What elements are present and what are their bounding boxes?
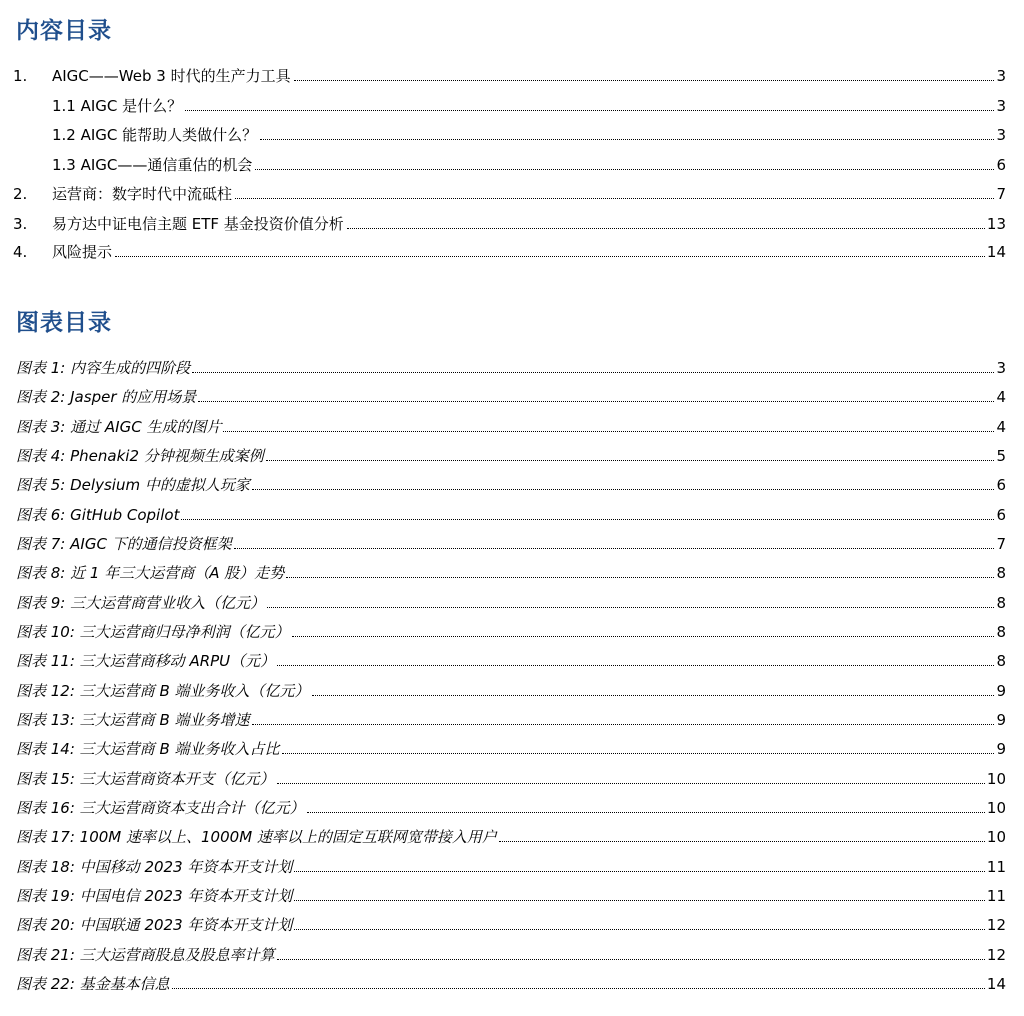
dot-leader [277, 665, 994, 666]
figure-entry[interactable] [0, 767, 1024, 791]
figure-entry-label[interactable]: 图表 11: 三大运营商移动 ARPU（元） [16, 652, 276, 670]
figure-entry-line [16, 387, 1006, 407]
figure-entry-page[interactable]: 10 [986, 828, 1006, 846]
dot-leader [267, 607, 994, 608]
dot-leader [499, 841, 985, 842]
dot-leader [192, 372, 994, 373]
toc-entry-page[interactable]: 3 [996, 126, 1006, 144]
dot-leader [198, 401, 994, 402]
figure-entry-line [16, 739, 1006, 759]
figure-entry[interactable] [0, 884, 1024, 908]
figure-entry-line [16, 857, 1006, 877]
figure-entry-line [16, 622, 1006, 642]
figure-entry[interactable] [0, 796, 1024, 820]
figure-entry-page[interactable]: 6 [996, 476, 1006, 494]
figure-entry-page[interactable]: 12 [986, 916, 1006, 934]
figure-entry[interactable] [0, 473, 1024, 497]
figure-entry[interactable] [0, 591, 1024, 615]
figure-entry-line [16, 651, 1006, 671]
dot-leader [294, 80, 995, 81]
dot-leader [277, 959, 985, 960]
dot-leader [294, 871, 985, 872]
figure-entry[interactable] [0, 532, 1024, 556]
figure-entry-page[interactable]: 12 [986, 946, 1006, 964]
figure-entry-label[interactable]: 图表 20: 中国联通 2023 年资本开支计划 [16, 916, 293, 934]
figure-entry-page[interactable]: 6 [996, 506, 1006, 524]
toc-entry-number: 3. [13, 215, 28, 233]
toc-entry-label[interactable]: 1.3 AIGC——通信重估的机会 [52, 156, 253, 174]
figure-entry-label[interactable]: 图表 1: 内容生成的四阶段 [16, 359, 191, 377]
figure-entry-page[interactable]: 7 [996, 535, 1006, 553]
figure-entry-page[interactable]: 8 [996, 652, 1006, 670]
figure-entry-page[interactable]: 8 [996, 623, 1006, 641]
figure-entry[interactable] [0, 913, 1024, 937]
toc-entry-line [52, 66, 1006, 86]
figure-entry-line [16, 710, 1006, 730]
figure-entry-label[interactable]: 图表 19: 中国电信 2023 年资本开支计划 [16, 887, 293, 905]
figure-entry[interactable] [0, 620, 1024, 644]
dot-leader [235, 198, 994, 199]
toc-entry-page[interactable]: 14 [986, 243, 1006, 261]
figure-entry[interactable] [0, 972, 1024, 996]
figure-entry-line [16, 974, 1006, 994]
dot-leader [277, 783, 985, 784]
dot-leader [181, 519, 994, 520]
figure-entry-line [16, 798, 1006, 818]
dot-leader [185, 110, 994, 111]
figure-entry-page[interactable]: 3 [996, 359, 1006, 377]
figures-title: 图表目录 [16, 309, 112, 336]
toc-entry[interactable] [0, 182, 1024, 206]
figure-entry-page[interactable]: 10 [986, 799, 1006, 817]
figure-entry-line [16, 681, 1006, 701]
dot-leader [307, 812, 985, 813]
figure-entry-page[interactable]: 8 [996, 594, 1006, 612]
dot-leader [294, 900, 985, 901]
figure-entry-page[interactable]: 11 [986, 887, 1006, 905]
toc-entry-label[interactable]: 风险提示 [52, 243, 113, 261]
figure-entry-page[interactable]: 5 [996, 447, 1006, 465]
toc-entry-number: 1. [13, 67, 28, 85]
figure-entry-label[interactable]: 图表 22: 基金基本信息 [16, 975, 170, 993]
dot-leader [312, 695, 995, 696]
figure-entry[interactable] [0, 943, 1024, 967]
toc-entry[interactable] [0, 64, 1024, 88]
toc-entry-label[interactable]: 易方达中证电信主题 ETF 基金投资价值分析 [52, 215, 344, 233]
dot-leader [115, 256, 985, 257]
figure-entry-label[interactable]: 图表 6: GitHub Copilot [16, 506, 180, 524]
dot-leader [260, 139, 994, 140]
figure-entry-label[interactable]: 图表 13: 三大运营商 B 端业务增速 [16, 711, 250, 729]
toc-entry-line [52, 96, 1006, 116]
figure-entry-page[interactable]: 4 [996, 388, 1006, 406]
toc-entry-page[interactable]: 6 [996, 156, 1006, 174]
dot-leader [347, 228, 985, 229]
figure-entry-label[interactable]: 图表 21: 三大运营商股息及股息率计算 [16, 946, 275, 964]
figure-entry-line [16, 945, 1006, 965]
toc-entry-label[interactable]: 1.2 AIGC 能帮助人类做什么？ [52, 126, 258, 144]
figure-entry-label[interactable]: 图表 18: 中国移动 2023 年资本开支计划 [16, 858, 293, 876]
dot-leader [234, 548, 995, 549]
figure-entry[interactable] [0, 503, 1024, 527]
figure-entry-page[interactable]: 10 [986, 770, 1006, 788]
figure-entry[interactable] [0, 444, 1024, 468]
figure-entry-label[interactable]: 图表 3: 通过 AIGC 生成的图片 [16, 418, 222, 436]
toc-entry-line [52, 184, 1006, 204]
figure-entry-line [16, 769, 1006, 789]
figure-entry-page[interactable]: 9 [996, 711, 1006, 729]
toc-entry-label[interactable]: 1.1 AIGC 是什么？ [52, 97, 183, 115]
dot-leader [282, 753, 995, 754]
figure-entry-line [16, 505, 1006, 525]
figure-entry[interactable] [0, 855, 1024, 879]
toc-entry-page[interactable]: 3 [996, 97, 1006, 115]
figure-entry[interactable] [0, 708, 1024, 732]
figure-entry-line [16, 417, 1006, 437]
figure-entry-label[interactable]: 图表 7: AIGC 下的通信投资框架 [16, 535, 232, 553]
figure-entry-line [16, 915, 1006, 935]
dot-leader [286, 577, 994, 578]
figure-entry-label[interactable]: 图表 9: 三大运营商营业收入（亿元） [16, 594, 266, 612]
figure-entry[interactable] [0, 415, 1024, 439]
dot-leader [252, 724, 995, 725]
toc-entry-number: 4. [13, 243, 28, 261]
figure-entry[interactable] [0, 679, 1024, 703]
figure-entry-line [16, 358, 1006, 378]
figure-entry-label[interactable]: 图表 5: Delysium 中的虚拟人玩家 [16, 476, 250, 494]
figure-entry-label[interactable]: 图表 16: 三大运营商资本支出合计（亿元） [16, 799, 305, 817]
figure-entry-page[interactable]: 9 [996, 740, 1006, 758]
toc-entry[interactable] [0, 212, 1024, 236]
toc-entry-page[interactable]: 7 [996, 185, 1006, 203]
toc-entry[interactable] [0, 123, 1024, 147]
figure-entry[interactable] [0, 737, 1024, 761]
figure-entry[interactable] [0, 825, 1024, 849]
toc-entry-line [52, 155, 1006, 175]
figure-entry[interactable] [0, 649, 1024, 673]
figure-entry-label[interactable]: 图表 12: 三大运营商 B 端业务收入（亿元） [16, 682, 310, 700]
figure-entry-label[interactable]: 图表 17: 100M 速率以上、1000M 速率以上的固定互联网宽带接入用户 [16, 828, 497, 846]
figure-entry[interactable] [0, 356, 1024, 380]
dot-leader [292, 636, 995, 637]
toc-entry[interactable] [0, 240, 1024, 264]
figure-entry-page[interactable]: 8 [996, 564, 1006, 582]
toc-entry-label[interactable]: AIGC——Web 3 时代的生产力工具 [52, 67, 291, 85]
figure-entry-label[interactable]: 图表 15: 三大运营商资本开支（亿元） [16, 770, 275, 788]
figure-entry-line [16, 446, 1006, 466]
figure-entry-label[interactable]: 图表 14: 三大运营商 B 端业务收入占比 [16, 740, 280, 758]
figure-entry-line [16, 886, 1006, 906]
dot-leader [252, 489, 995, 490]
figure-entry-line [16, 563, 1006, 583]
toc-entry-label[interactable]: 运营商：数字时代中流砥柱 [52, 185, 233, 203]
figure-entry-page[interactable]: 4 [996, 418, 1006, 436]
figure-entry-page[interactable]: 11 [986, 858, 1006, 876]
toc-entry-page[interactable]: 3 [996, 67, 1006, 85]
toc-title: 内容目录 [16, 17, 112, 44]
toc-entry-number: 2. [13, 185, 28, 203]
dot-leader [172, 988, 985, 989]
toc-entry[interactable] [0, 94, 1024, 118]
dot-leader [266, 460, 995, 461]
figure-entry-page[interactable]: 9 [996, 682, 1006, 700]
figure-entry-label[interactable]: 图表 8: 近 1 年三大运营商（A 股）走势 [16, 564, 285, 582]
figure-entry[interactable] [0, 385, 1024, 409]
toc-entry-line [52, 125, 1006, 145]
dot-leader [223, 431, 994, 432]
figure-entry-line [16, 534, 1006, 554]
figure-entry-label[interactable]: 图表 10: 三大运营商归母净利润（亿元） [16, 623, 290, 641]
figure-entry-line [16, 827, 1006, 847]
figure-entry-page[interactable]: 14 [986, 975, 1006, 993]
figure-entry[interactable] [0, 561, 1024, 585]
toc-entry-line [52, 242, 1006, 262]
dot-leader [255, 169, 994, 170]
toc-entry-line [52, 214, 1006, 234]
figure-entry-label[interactable]: 图表 2: Jasper 的应用场景 [16, 388, 197, 406]
toc-entry[interactable] [0, 153, 1024, 177]
figure-entry-line [16, 593, 1006, 613]
figure-entry-label[interactable]: 图表 4: Phenaki2 分钟视频生成案例 [16, 447, 264, 465]
toc-entry-page[interactable]: 13 [986, 215, 1006, 233]
figure-entry-line [16, 475, 1006, 495]
dot-leader [294, 929, 985, 930]
